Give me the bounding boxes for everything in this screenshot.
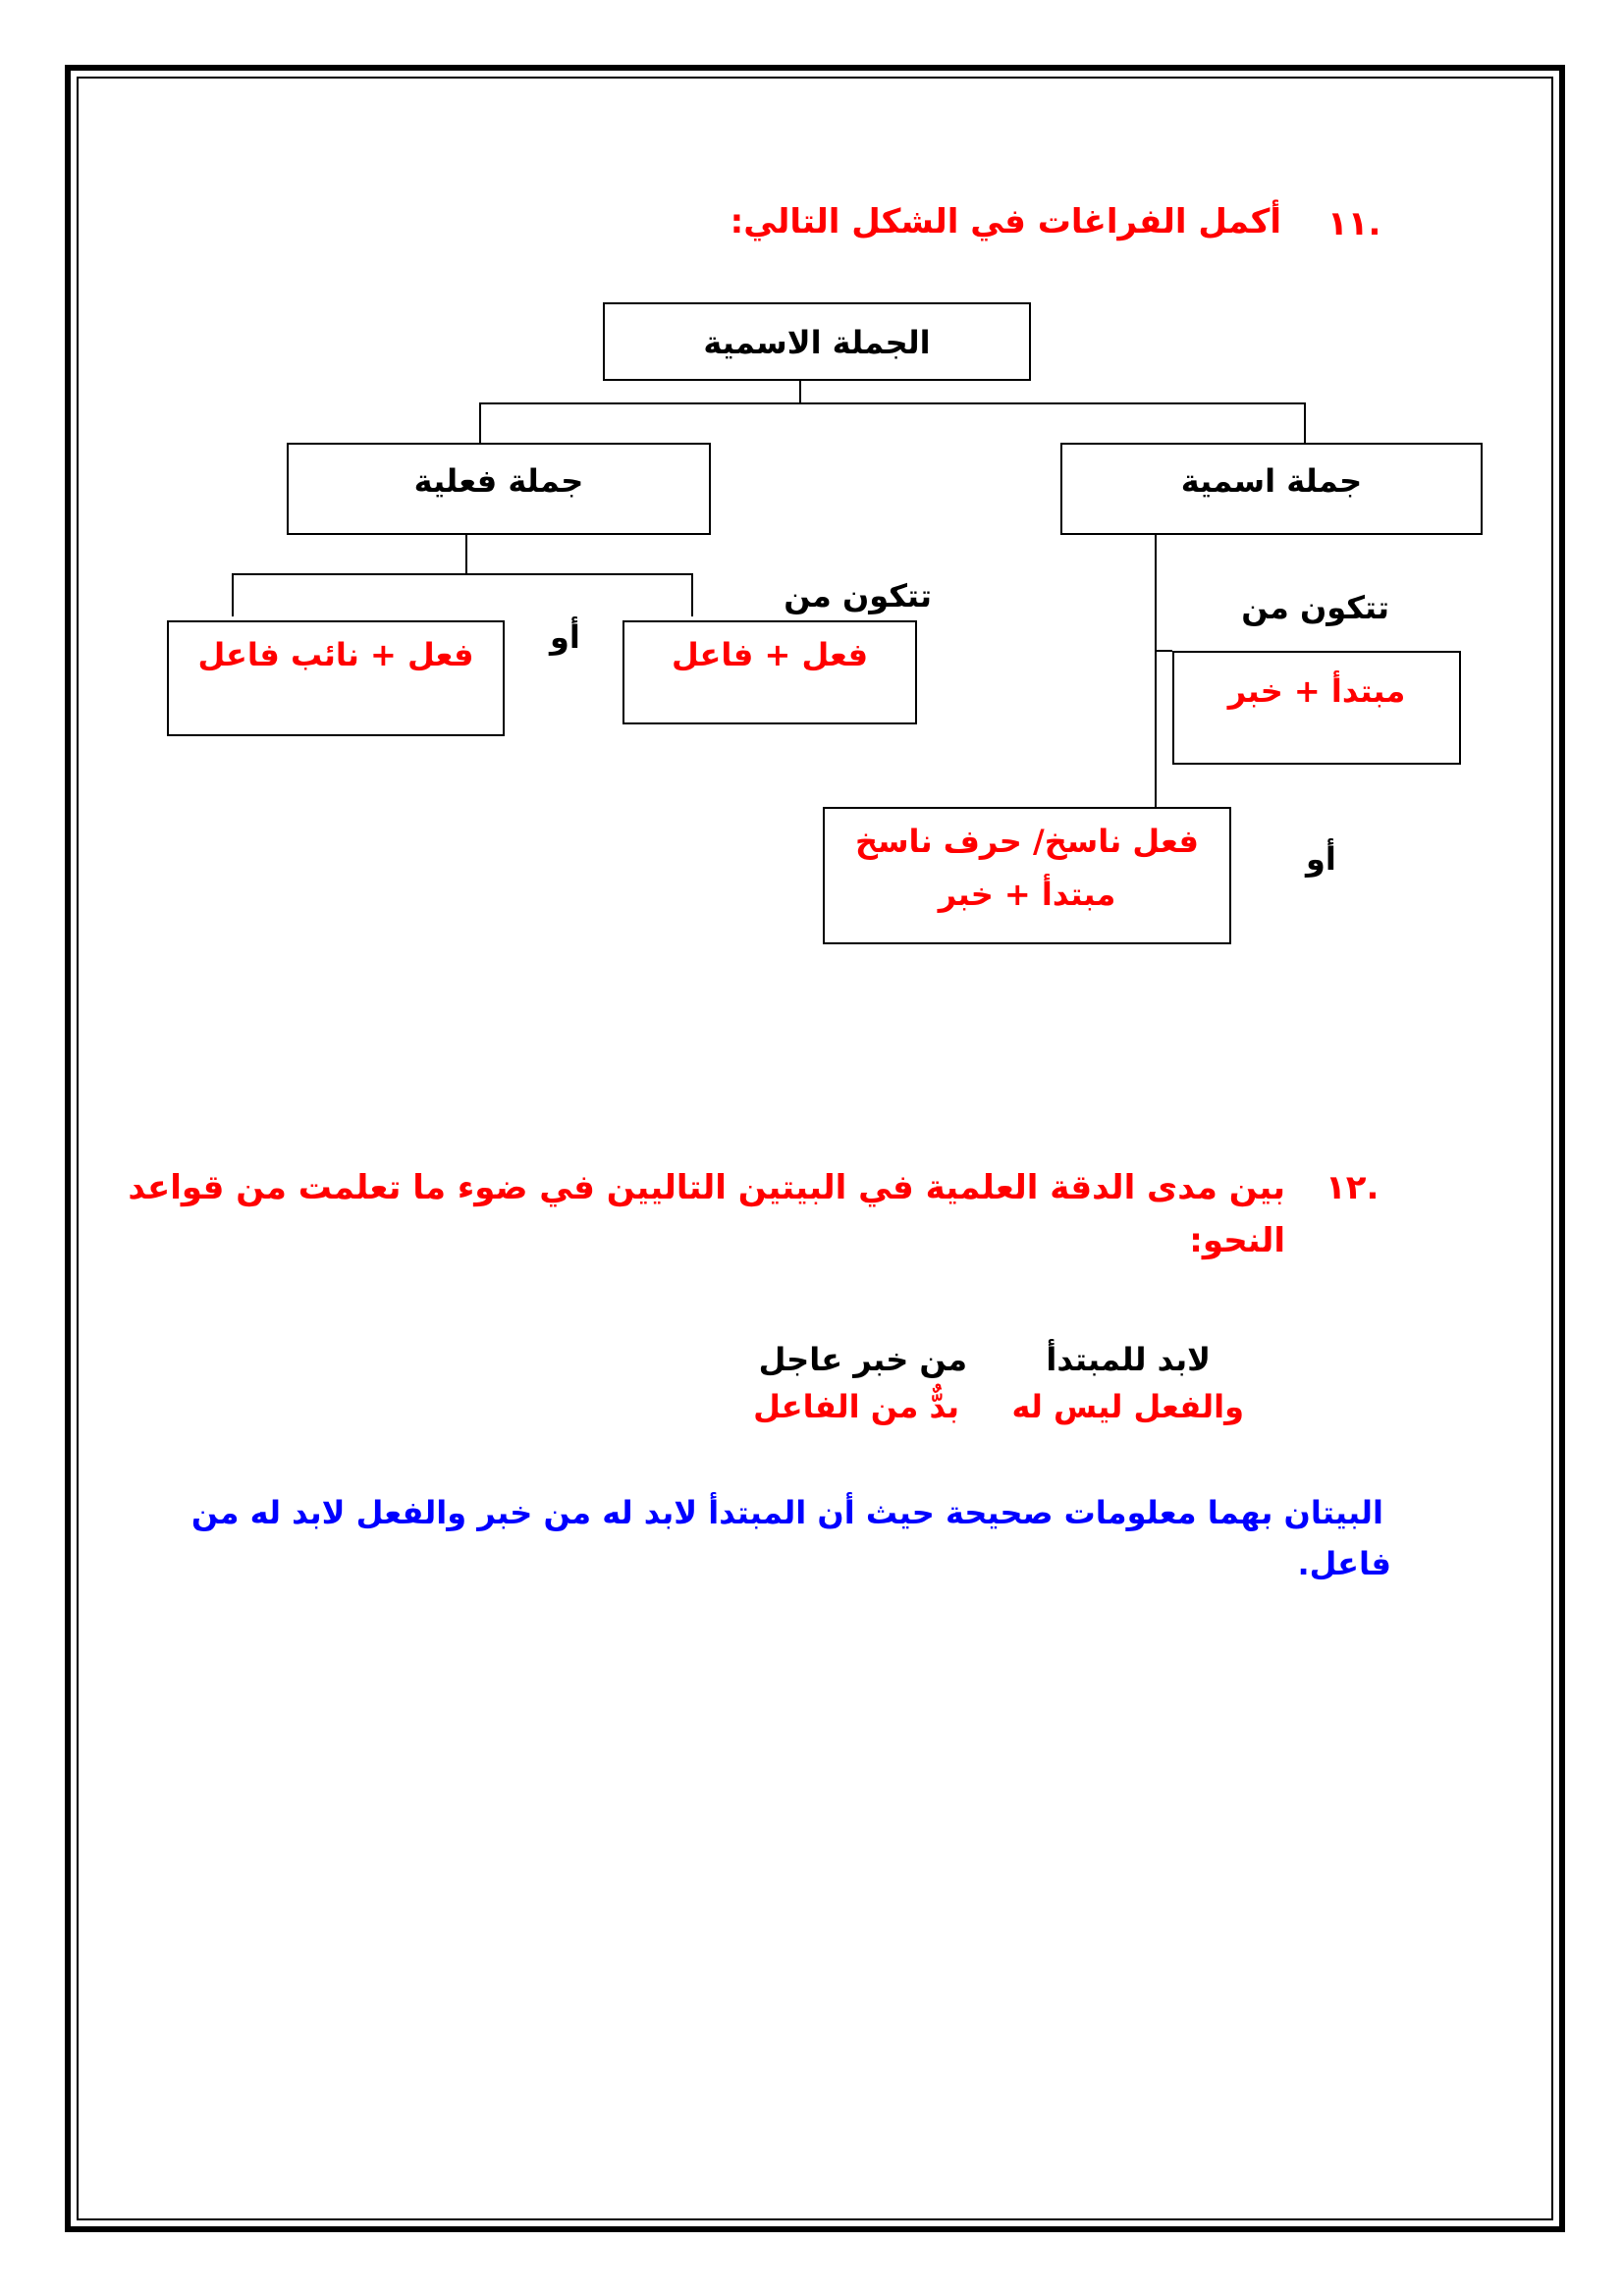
or-right-label: أو xyxy=(1306,840,1336,878)
verse1-first-hemistich: لابد للمبتدأ xyxy=(1046,1341,1211,1378)
nominal-split-connector xyxy=(1155,650,1172,652)
verbal-right-leg xyxy=(691,573,693,616)
abrogating-label-line1: فعل ناسخ/ حرف ناسخ xyxy=(855,823,1199,860)
q12-number: .١٢ xyxy=(1325,1168,1380,1207)
abrogating-box xyxy=(823,807,1231,944)
root-label: الجملة الاسمية xyxy=(703,324,931,361)
q12-prompt-line1: بين مدى الدقة العلمية في البيتين التاليين في ضوء ما تعلمت من قواعد xyxy=(128,1168,1285,1207)
verbal-sentence-box xyxy=(287,443,711,535)
consists-of-left-label: تتكون من xyxy=(784,577,932,614)
verbal-split-connector xyxy=(232,573,693,575)
answer-line2: فاعل. xyxy=(1297,1545,1391,1582)
verbal-left-leg xyxy=(232,573,234,616)
verb-subject-box xyxy=(622,620,917,724)
branch-connector xyxy=(479,402,1306,404)
verse2-second-hemistich: بدٌّ من الفاعل xyxy=(753,1388,959,1425)
answer-line1: البيتان بهما معلومات صحيحة حيث أن المبتدأ لابد له من خبر والفعل لابد له من xyxy=(190,1494,1383,1531)
nominal-down-connector xyxy=(1155,535,1157,808)
verbal-sentence-label: جملة فعلية xyxy=(413,462,584,500)
verb-subject-label: فعل + فاعل xyxy=(671,636,869,673)
root-connector xyxy=(799,381,801,404)
q11-prompt: أكمل الفراغات في الشكل التالي: xyxy=(730,202,1281,241)
consists-of-right-label: تتكون من xyxy=(1241,589,1389,626)
q11-number: .١١ xyxy=(1327,204,1381,243)
abrogating-label-line2: مبتدأ + خبر xyxy=(938,876,1116,913)
page-border-inner xyxy=(77,77,1553,2220)
subject-predicate-label: مبتدأ + خبر xyxy=(1227,672,1406,710)
root-box xyxy=(603,302,1031,381)
right-branch-connector xyxy=(1304,402,1306,444)
nominal-sentence-box xyxy=(1060,443,1483,535)
subject-predicate-box xyxy=(1172,651,1461,765)
verse2-first-hemistich: والفعل ليس له xyxy=(1011,1388,1244,1425)
or-left-label: أو xyxy=(550,618,580,656)
verb-passive-label: فعل + نائب فاعل xyxy=(197,636,474,673)
nominal-sentence-label: جملة اسمية xyxy=(1180,462,1363,500)
verse1-second-hemistich: من خبر عاجل xyxy=(758,1341,967,1378)
verbal-down-connector xyxy=(465,535,467,574)
q12-prompt-line2: النحو: xyxy=(1189,1221,1285,1260)
verb-passive-box xyxy=(167,620,505,736)
left-branch-connector xyxy=(479,402,481,444)
